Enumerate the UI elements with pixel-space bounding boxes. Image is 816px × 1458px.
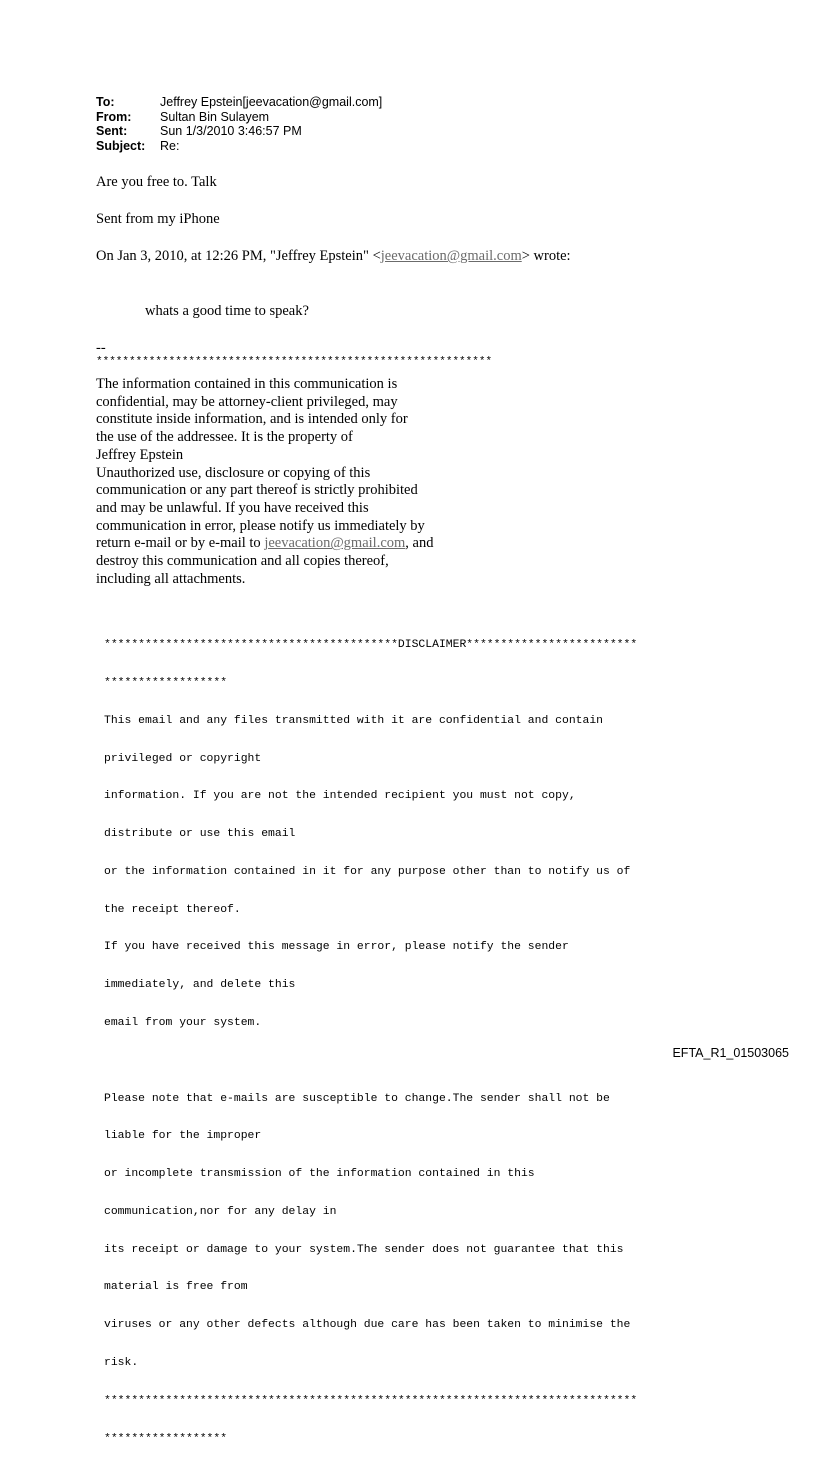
disclaimer-line: If you have received this message in error, please notify the sender <box>104 941 569 954</box>
confid-line: Jeffrey Epstein <box>96 446 184 463</box>
disclaimer-line: material is free from <box>104 1281 248 1294</box>
disclaimer-line: communication,nor for any delay in <box>104 1205 337 1218</box>
confid-line: destroy this communication and all copies thereof, <box>96 553 389 570</box>
body-line-free-to-talk: Are you free to. Talk <box>96 174 217 190</box>
disclaimer-line: ****************************************************************************** <box>104 1394 638 1407</box>
disclaimer-line: ****************** <box>104 1432 228 1445</box>
disclaimer-line: the receipt thereof. <box>104 903 241 916</box>
confid-line: confidential, may be attorney-client privileged, may <box>96 393 398 410</box>
email-header <box>96 95 382 153</box>
disclaimer-blank-line <box>104 1055 637 1068</box>
disclaimer-line: or incomplete transmission of the information contained in this <box>104 1168 535 1181</box>
disclaimer-line: *******************************************DISCLAIMER************************* <box>104 639 638 652</box>
disclaimer-line: immediately, and delete this <box>104 979 296 992</box>
to-row <box>96 95 382 110</box>
to-label: To: <box>96 95 115 109</box>
disclaimer-line: viruses or any other defects although due care has been taken to minimise the <box>104 1319 631 1332</box>
confid-line: and may be unlawful. If you have received this <box>96 499 369 516</box>
disclaimer-line: information. If you are not the intended recipient you must not copy, <box>104 790 576 803</box>
disclaimer-line: liable for the improper <box>104 1130 262 1143</box>
disclaimer-line: ****************** <box>104 676 228 689</box>
document-id: EFTA_R1_01503065 <box>672 1046 789 1060</box>
to-value: Jeffrey Epstein[jeevacation@gmail.com] <box>160 95 383 109</box>
signature-dashes: -- <box>96 340 106 356</box>
disclaimer-line: privileged or copyright <box>104 752 262 765</box>
subject-row <box>96 139 382 154</box>
disclaimer-line: This email and any files transmitted with it are confidential and contain <box>104 714 603 727</box>
confid-line: the use of the addressee. It is the property of <box>96 429 353 446</box>
confid-line10-after: , and <box>405 535 434 552</box>
confid-line10-before: return e-mail or by e-mail to <box>96 535 265 552</box>
from-row <box>96 110 382 125</box>
sent-row <box>96 124 382 139</box>
confid-line: communication in error, please notify us immediately by <box>96 517 425 534</box>
disclaimer-line: its receipt or damage to your system.The sender does not guarantee that this <box>104 1243 624 1256</box>
confidentiality-notice <box>96 376 433 588</box>
subject-value: Re: <box>160 138 180 153</box>
from-label: From: <box>96 109 132 124</box>
disclaimer-line: risk. <box>104 1357 139 1370</box>
disclaimer-block <box>104 614 637 1458</box>
confid-line: constitute inside information, and is intended only for <box>96 411 408 428</box>
quote-intro <box>96 248 571 265</box>
disclaimer-line: or the information contained in it for any purpose other than to notify us of <box>104 865 631 878</box>
quote-email-link[interactable]: jeevacation@gmail.com <box>380 248 522 264</box>
quoted-message: whats a good time to speak? <box>145 303 309 319</box>
confid-line: The information contained in this communication is <box>96 376 398 392</box>
signature-stars: ************************************************************ <box>96 356 493 368</box>
confid-line: communication or any part thereof is strictly prohibited <box>96 482 418 499</box>
subject-label: Subject: <box>96 138 146 153</box>
quote-intro-before: On Jan 3, 2010, at 12:26 PM, "Jeffrey Epstein" < <box>96 248 381 264</box>
body-line-sent-from-iphone: Sent from my iPhone <box>96 211 220 227</box>
confid-line: including all attachments. <box>96 570 246 587</box>
disclaimer-line: distribute or use this email <box>104 828 296 841</box>
confid-line-with-link <box>96 535 433 553</box>
disclaimer-line: email from your system. <box>104 1017 262 1029</box>
confid-email-link[interactable]: jeevacation@gmail.com <box>264 535 406 552</box>
sent-value: Sun 1/3/2010 3:46:57 PM <box>160 124 302 138</box>
disclaimer-line: Please note that e-mails are susceptible to change.The sender shall not be <box>104 1092 610 1105</box>
from-value: Sultan Bin Sulayem <box>160 109 270 124</box>
sent-label: Sent: <box>96 124 128 138</box>
confid-line: Unauthorized use, disclosure or copying of this <box>96 464 371 481</box>
quote-intro-after: > wrote: <box>521 248 571 264</box>
